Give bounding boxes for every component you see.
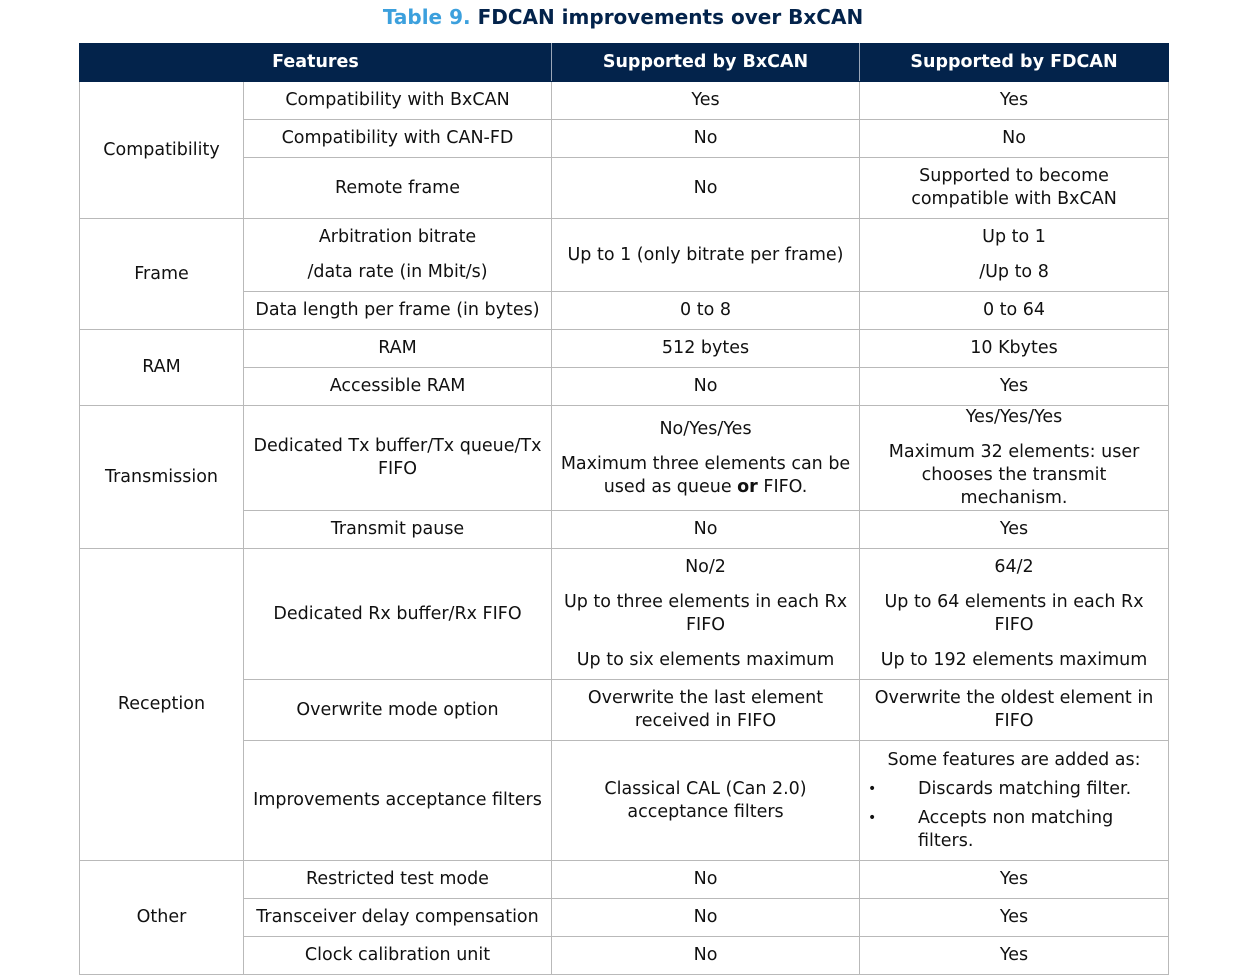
table-row xyxy=(80,937,1169,975)
fdcan-line: Maximum 32 elements: user chooses the transmit mechanism. xyxy=(888,442,1140,508)
bxcan-cell: No xyxy=(552,511,860,549)
bxcan-cell: No xyxy=(552,937,860,975)
table-title: FDCAN improvements over BxCAN xyxy=(477,5,864,29)
table-row xyxy=(80,899,1169,937)
bxcan-cell xyxy=(552,549,860,680)
fdcan-line: 64/2 xyxy=(994,557,1034,577)
bxcan-cell: Overwrite the last element received in FIFO xyxy=(552,680,860,741)
bxcan-cell: 0 to 8 xyxy=(552,292,860,330)
fdcan-line: Yes/Yes/Yes xyxy=(965,407,1063,427)
fdcan-cell xyxy=(860,549,1169,680)
feature-cell: Compatibility with BxCAN xyxy=(244,82,552,120)
table-row xyxy=(80,511,1169,549)
bxcan-cell: Classical CAL (Can 2.0) acceptance filters xyxy=(552,741,860,861)
table-row xyxy=(80,82,1169,120)
table-row xyxy=(80,406,1169,511)
fdcan-cell: No xyxy=(860,120,1169,158)
bxcan-text: Maximum three elements can be used as queue xyxy=(560,453,851,497)
table-row xyxy=(80,680,1169,741)
table-row xyxy=(80,292,1169,330)
feature-cell: RAM xyxy=(244,330,552,368)
fdcan-cell: Supported to become compatible with BxCAN xyxy=(860,158,1169,219)
fdcan-cell: Yes xyxy=(860,368,1169,406)
feature-line: Arbitration bitrate xyxy=(318,227,477,247)
fdcan-cell: Yes xyxy=(860,899,1169,937)
feature-cell: Dedicated Rx buffer/Rx FIFO xyxy=(244,549,552,680)
bullet-text: Discards matching filter. xyxy=(918,778,1132,799)
feature-cell: Data length per frame (in bytes) xyxy=(244,292,552,330)
header-fdcan: Supported by FDCAN xyxy=(860,44,1169,82)
table-row xyxy=(80,549,1169,680)
bxcan-line: Up to three elements in each Rx FIFO xyxy=(563,592,848,635)
table-row xyxy=(80,219,1169,292)
group-ram: RAM xyxy=(80,330,244,406)
feature-cell: Dedicated Tx buffer/Tx queue/Tx FIFO xyxy=(244,406,552,511)
fdcan-cell: Yes xyxy=(860,82,1169,120)
feature-cell: Transmit pause xyxy=(244,511,552,549)
group-reception: Reception xyxy=(80,549,244,861)
fdcan-cell: Overwrite the oldest element in FIFO xyxy=(860,680,1169,741)
fdcan-cell xyxy=(860,406,1169,511)
bullet-icon: • xyxy=(868,780,877,797)
fdcan-cell: Yes xyxy=(860,937,1169,975)
bxcan-cell: Yes xyxy=(552,82,860,120)
group-compatibility: Compatibility xyxy=(80,82,244,219)
bxcan-line: No/Yes/Yes xyxy=(659,418,752,439)
fdcan-line: /Up to 8 xyxy=(979,262,1049,282)
group-transmission: Transmission xyxy=(80,406,244,549)
feature-cell: Restricted test mode xyxy=(244,861,552,899)
bxcan-text: FIFO. xyxy=(757,476,808,497)
feature-cell: Improvements acceptance filters xyxy=(244,741,552,861)
feature-cell: Transceiver delay compensation xyxy=(244,899,552,937)
table-row xyxy=(80,120,1169,158)
bxcan-line: No/2 xyxy=(685,557,726,577)
bxcan-emphasis: or xyxy=(737,476,758,497)
bxcan-cell: No xyxy=(552,861,860,899)
bxcan-cell: Up to 1 (only bitrate per frame) xyxy=(552,219,860,292)
table-row xyxy=(80,158,1169,219)
fdcan-cell: 10 Kbytes xyxy=(860,330,1169,368)
feature-cell: Clock calibration unit xyxy=(244,937,552,975)
group-frame: Frame xyxy=(80,219,244,330)
fdcan-line: Up to 64 elements in each Rx FIFO xyxy=(884,592,1144,635)
table-row xyxy=(80,368,1169,406)
table-caption xyxy=(0,4,1246,30)
feature-line: /data rate (in Mbit/s) xyxy=(307,262,488,282)
bxcan-cell: 512 bytes xyxy=(552,330,860,368)
fdcan-line: Some features are added as: xyxy=(887,749,1141,770)
header-bxcan: Supported by BxCAN xyxy=(552,44,860,82)
bullet-icon: • xyxy=(868,809,877,826)
table-row xyxy=(80,330,1169,368)
table-row xyxy=(80,861,1169,899)
list-item xyxy=(868,778,1160,801)
table-number: Table 9. xyxy=(382,5,471,29)
bxcan-cell: No xyxy=(552,120,860,158)
feature-cell: Remote frame xyxy=(244,158,552,219)
fdcan-cell: 0 to 64 xyxy=(860,292,1169,330)
feature-cell: Overwrite mode option xyxy=(244,680,552,741)
bxcan-cell xyxy=(552,406,860,511)
fdcan-cell xyxy=(860,741,1169,861)
table-row xyxy=(80,741,1169,861)
bxcan-line: Up to six elements maximum xyxy=(576,650,835,670)
header-features: Features xyxy=(80,44,552,82)
fdcan-cell xyxy=(860,219,1169,292)
fdcan-cell: Yes xyxy=(860,861,1169,899)
comparison-table xyxy=(79,43,1169,975)
group-other: Other xyxy=(80,861,244,975)
fdcan-line: Up to 1 xyxy=(982,227,1046,247)
bxcan-cell: No xyxy=(552,899,860,937)
header-row xyxy=(80,44,1169,82)
bullet-text: Accepts non matching filters. xyxy=(918,807,1114,851)
bxcan-cell: No xyxy=(552,158,860,219)
bxcan-line xyxy=(560,453,851,499)
bxcan-cell: No xyxy=(552,368,860,406)
feature-cell: Compatibility with CAN-FD xyxy=(244,120,552,158)
feature-cell xyxy=(244,219,552,292)
feature-cell: Accessible RAM xyxy=(244,368,552,406)
list-item xyxy=(868,807,1160,853)
fdcan-line: Up to 192 elements maximum xyxy=(880,650,1148,670)
fdcan-cell: Yes xyxy=(860,511,1169,549)
